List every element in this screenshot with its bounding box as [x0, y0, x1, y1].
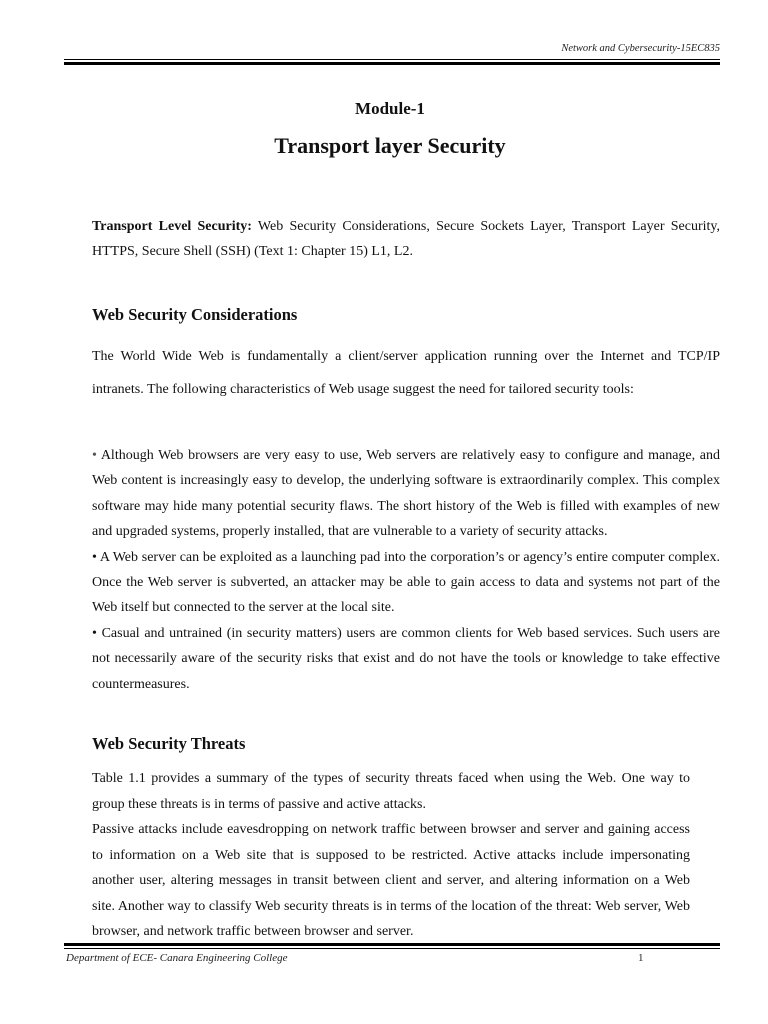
- intro-text: The World Wide Web is fundamentally a client/server application running over the Internet and TCP/IP intranets. The following characteristics of Web usage suggest the need for tailored security tools:: [92, 349, 720, 397]
- module-label: Module-1: [355, 99, 425, 118]
- running-header: Network and Cybersecurity-15EC835: [561, 43, 720, 54]
- bullet-text: A Web server can be exploited as a launching pad into the corporation’s or agency’s entire computer complex. Once the Web server is subverted, an attacker may be able to gain access to data and systems not part of the Web itself but connected to the server at the local site.: [92, 549, 721, 616]
- bullet-marker: •: [92, 625, 97, 641]
- bullet-marker: •: [92, 549, 97, 565]
- header-rule-thin: [64, 59, 720, 60]
- page-title: Transport layer Security: [274, 133, 506, 158]
- syllabus-paragraph: [92, 214, 720, 264]
- bullet-item: [92, 621, 720, 697]
- footer-rule-thin: [64, 948, 720, 949]
- syllabus-lead: Transport Level Security:: [92, 219, 252, 234]
- page-number: 1: [638, 952, 644, 964]
- threats-paragraph-2: Passive attacks include eavesdropping on network traffic between browser and server and gaining access to information on a Web site that is supposed to be restricted. Active attacks include impersonating another user, altering messages in transit between client and server, and altering information on a Web site. Another way to classify Web security threats is in terms of the location of the threat: Web server, Web browser, and network traffic between browser and server.: [92, 822, 690, 939]
- footer-department: Department of ECE- Canara Engineering College: [66, 952, 288, 964]
- footer-rule-thick: [64, 943, 720, 946]
- bullet-marker: •: [92, 448, 97, 463]
- section-heading-considerations: Web Security Considerations: [92, 305, 298, 324]
- threats-paragraphs: [92, 766, 690, 945]
- bullet-text: Casual and untrained (in security matters) users are common clients for Web based services. Such users are not necessarily aware of the security risks that exist and do not have the tools or knowledge to take effective countermeasures.: [92, 625, 721, 692]
- bullet-item: [92, 443, 720, 545]
- threats-paragraph-1: Table 1.1 provides a summary of the types of security threats faced when using the Web. One way to group these threats is in terms of passive and active attacks.: [92, 771, 690, 812]
- bullet-text: Although Web browsers are very easy to use, Web servers are relatively easy to configure and manage, and Web content is increasingly easy to develop, the underlying software is extraordinarily complex. This complex software may hide many potential security flaws. The short history of the Web is filled with examples of new and upgraded systems, properly installed, that are vulnerable to a variety of security attacks.: [92, 448, 721, 540]
- section-heading-threats: Web Security Threats: [92, 734, 246, 753]
- bullet-item: [92, 545, 720, 621]
- bullet-list: [92, 443, 720, 697]
- header-rule-thick: [64, 62, 720, 65]
- intro-paragraph: [92, 341, 720, 406]
- syllabus-text: Web Security Considerations, Secure Sockets Layer, Transport Layer Security, HTTPS, Secure Shell (SSH) (Text 1: Chapter 15) L1, L2.: [92, 219, 720, 259]
